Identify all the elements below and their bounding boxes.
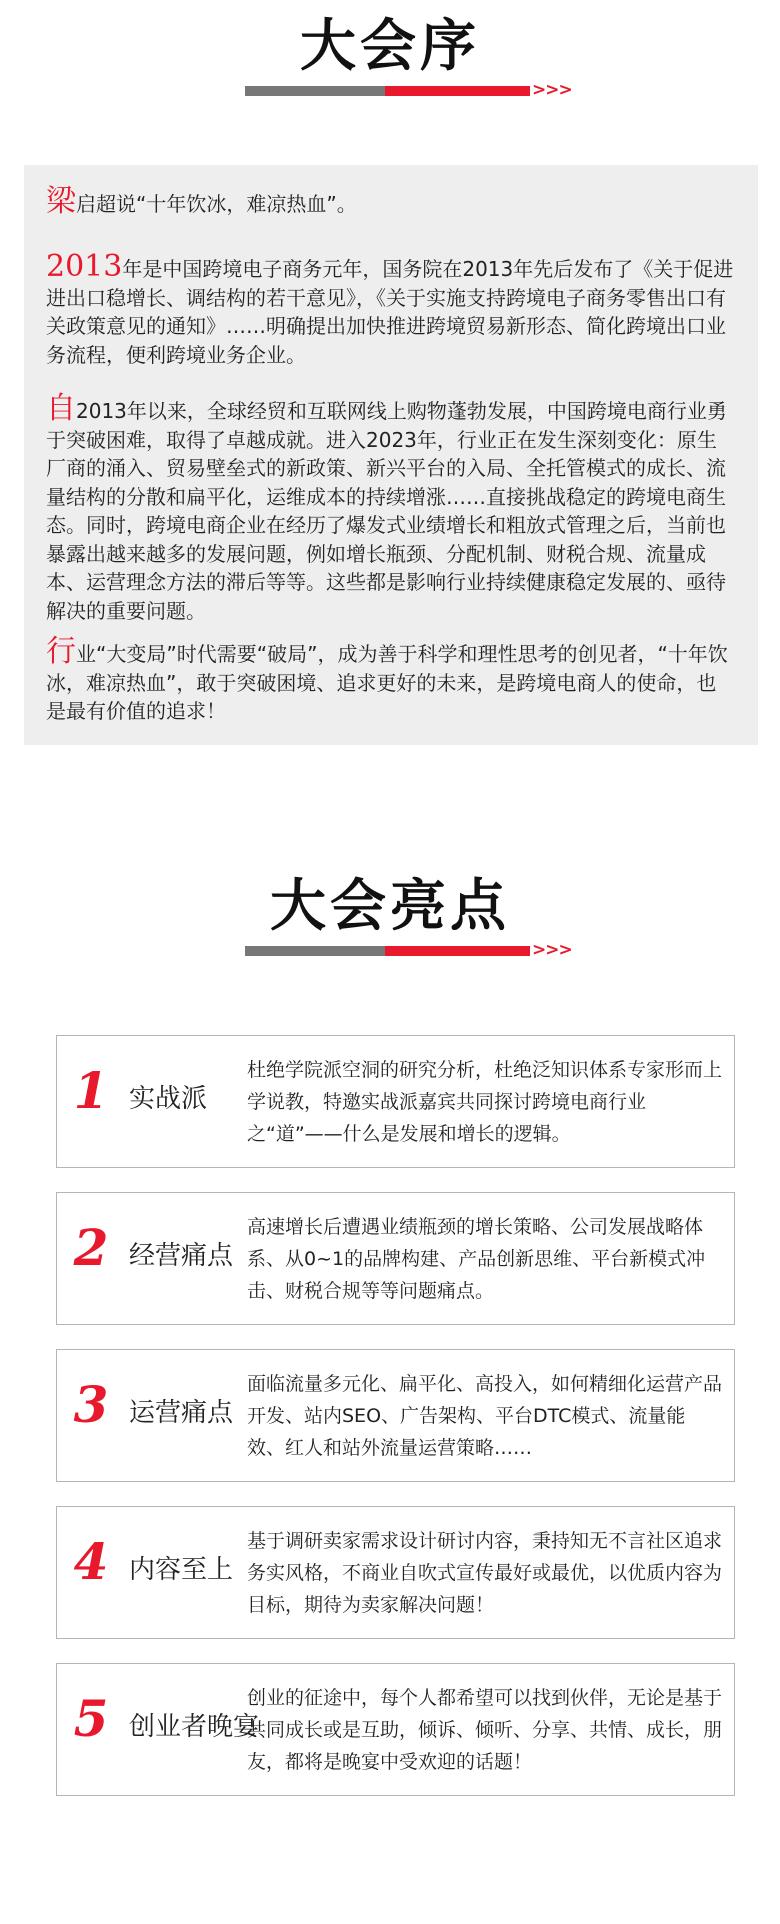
card-number: 5	[73, 1689, 109, 1748]
title-underline-red	[385, 86, 530, 96]
card-description: 高速增长后遭遇业绩瓶颈的增长策略、公司发展战略体系、从0~1的品牌构建、产品创新思维、平台新模式冲击、财税合规等等问题痛点。	[247, 1216, 706, 1302]
paragraph-text: 业“大变局”时代需要“破局”，成为善于科学和理性思考的创见者，“十年饮冰，难凉热血”，敢于突破困境、追求更好的未来，是跨境电商人的使命，也是最有价值的追求！	[46, 642, 728, 723]
highlight-card	[56, 1192, 735, 1325]
drop-cap: 行	[46, 634, 76, 669]
drop-cap: 自	[46, 391, 76, 426]
preface-paragraph	[46, 249, 736, 369]
card-number: 4	[73, 1532, 109, 1591]
card-description: 创业的征途中，每个人都希望可以找到伙伴，无论是基于共同成长或是互助，倾诉、倾听、分享、共情、成长，朋友，都将是晚宴中受欢迎的话题！	[247, 1687, 723, 1773]
card-title: 内容至上	[129, 1555, 234, 1585]
highlight-card	[56, 1035, 735, 1168]
preface-title: 大会序	[300, 13, 480, 79]
paragraph-text: 2013年以来，全球经贸和互联网线上购物蓬勃发展，中国跨境电商行业勇于突破困难，取得了卓越成就。进入2023年，行业正在发生深刻变化：原生厂商的涌入、贸易壁垒式的新政策、新兴平台的入局、全托管模式的成长、流量结构的分散和扁平化，运维成本的持续增涨……直接挑战稳定的跨境电商生态。同时，跨境电商企业在经历了爆发式业绩增长和粗放式管理之后，当前也暴露出越来越多的发展问题，例如增长瓶颈、分配机制、财税合规、流量成本、运营理念方法的滞后等等。这些都是影响行业持续健康稳定发展的、亟待解决的重要问题。	[46, 399, 727, 623]
title-underline-gray	[245, 86, 385, 96]
drop-cap: 梁	[46, 184, 76, 219]
title-underline-gray	[245, 946, 385, 956]
highlight-card	[56, 1349, 735, 1482]
chevron-right-icon: >>>	[532, 80, 572, 100]
card-number: 2	[73, 1218, 109, 1277]
card-title: 实战派	[129, 1084, 208, 1114]
highlight-card	[56, 1663, 735, 1796]
card-title: 创业者晚宴	[129, 1712, 260, 1742]
drop-cap: 2013	[46, 249, 123, 284]
title-underline-red	[385, 946, 530, 956]
paragraph-text: 启超说“十年饮冰，难凉热血”。	[76, 192, 357, 216]
card-number: 1	[73, 1061, 109, 1120]
card-title: 运营痛点	[129, 1398, 234, 1428]
card-title: 经营痛点	[129, 1241, 234, 1271]
highlight-card	[56, 1506, 735, 1639]
card-description: 基于调研卖家需求设计研讨内容，秉持知无不言社区追求务实风格，不商业自吹式宣传最好或最优，以优质内容为目标，期待为卖家解决问题！	[247, 1530, 723, 1616]
chevron-right-icon: >>>	[532, 940, 572, 960]
highlights-title: 大会亮点	[270, 873, 510, 939]
preface-paragraph	[46, 634, 736, 726]
paragraph-text: 年是中国跨境电子商务元年，国务院在2013年先后发布了《关于促进进出口稳增长、调结构的若干意见》，《关于实施支持跨境电子商务零售出口有关政策意见的通知》……明确提出加快推进跨境贸易新形态、简化跨境出口业务流程，便利跨境业务企业。	[46, 257, 734, 367]
preface-paragraph	[46, 391, 736, 625]
preface-paragraph	[46, 184, 736, 219]
card-number: 3	[73, 1375, 109, 1434]
card-description: 面临流量多元化、扁平化、高投入，如何精细化运营产品开发、站内SEO、广告架构、平台DTC模式、流量能效、红人和站外流量运营策略……	[247, 1373, 723, 1459]
card-description: 杜绝学院派空洞的研究分析，杜绝泛知识体系专家形而上学说教，特邀实战派嘉宾共同探讨跨境电商行业之“道”——什么是发展和增长的逻辑。	[247, 1059, 723, 1145]
